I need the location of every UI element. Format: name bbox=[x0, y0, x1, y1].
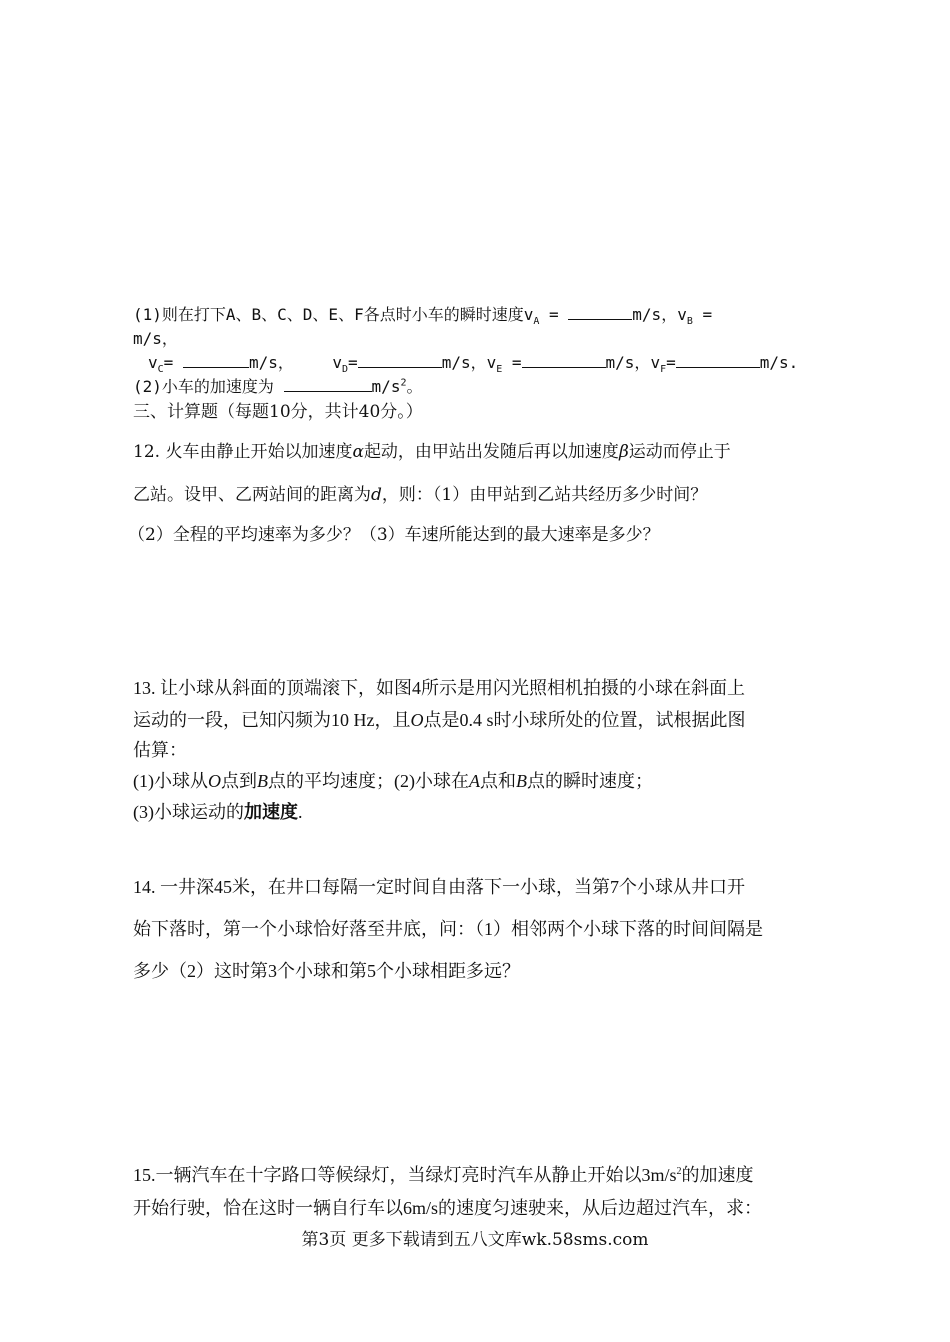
point-O-2: O bbox=[208, 771, 221, 791]
alpha-symbol: α bbox=[352, 442, 364, 462]
q15-line2: 开始行驶，恰在这时一辆自行车以6m/s的速度匀速驶来，从后边超过汽车，求： bbox=[133, 1198, 763, 1218]
q12-text-d: 乙站。设甲、乙两站间的距离为 bbox=[133, 485, 371, 505]
q13-text-a: 运动的一段，已知闪频为10 Hz，且 bbox=[133, 710, 411, 730]
q12-line2 bbox=[133, 484, 707, 506]
q12-text-e: ，则：（1）由甲站到乙站共经历多少时间？ bbox=[381, 485, 708, 505]
vB-unit: m/s， bbox=[133, 329, 178, 348]
q13-text-e: 点的平均速度；(2)小球在 bbox=[268, 771, 469, 791]
vE-blank[interactable] bbox=[522, 351, 606, 368]
vC-unit: m/s， bbox=[248, 353, 294, 372]
vD-sub: D bbox=[342, 364, 349, 376]
acceleration-bold: 加速度 bbox=[244, 802, 298, 822]
q13-text-d: 点到 bbox=[221, 771, 257, 791]
q13-line5 bbox=[133, 801, 303, 823]
q12-line3: （2）全程的平均速率为多少？（3）车速所能达到的最大速率是多少？ bbox=[128, 525, 660, 545]
q13-line2 bbox=[133, 709, 746, 731]
vF-sub: F bbox=[660, 364, 667, 376]
q12-line1 bbox=[133, 441, 731, 463]
vE-unit: m/s， bbox=[605, 353, 651, 372]
q11-part1-line1 bbox=[133, 303, 712, 326]
accel-unit-sup: 2 bbox=[400, 377, 407, 389]
vC-label: v bbox=[148, 353, 158, 372]
vF-unit: m/s. bbox=[759, 353, 799, 372]
q13-text-f: 点和 bbox=[480, 771, 516, 791]
vB-eq: = bbox=[692, 305, 713, 324]
vF-blank[interactable] bbox=[676, 351, 760, 368]
vD-label: v bbox=[332, 353, 343, 372]
q15-sup: 2 bbox=[676, 1166, 682, 1177]
vF-eq: = bbox=[666, 353, 676, 372]
vC-eq: = bbox=[163, 353, 183, 372]
accel-unit: m/s bbox=[371, 377, 401, 396]
q13-text-i: . bbox=[298, 802, 303, 822]
vA-blank[interactable] bbox=[568, 303, 632, 320]
q13-line1: 13. 让小球从斜面的顶端滚下，如图4所示是用闪光照相机拍摄的小球在斜面上 bbox=[133, 678, 745, 698]
q13-text-b: 点是0.4 s时小球所处的位置，试根据此图 bbox=[423, 710, 746, 730]
section3-title: 三、计算题（每题10分，共计40分。） bbox=[133, 402, 423, 422]
vD-eq: = bbox=[348, 353, 358, 372]
vD-unit: m/s， bbox=[441, 353, 487, 372]
d-symbol: d bbox=[371, 485, 382, 505]
q11-part1-line3 bbox=[148, 351, 798, 374]
q14-line1: 14. 一井深45米，在井口每隔一定时间自由落下一小球，当第7个小球从井口开 bbox=[133, 877, 745, 897]
point-B-2: B bbox=[516, 771, 527, 791]
vD-blank[interactable] bbox=[358, 351, 442, 368]
accel-blank[interactable] bbox=[284, 375, 372, 392]
vC-blank[interactable] bbox=[183, 351, 249, 368]
q11-intro: (1)则在打下A、B、C、D、E、F各点时小车的瞬时速度v bbox=[133, 305, 534, 324]
q15-text-a: 15.一辆汽车在十字路口等候绿灯，当绿灯亮时汽车从静止开始以3m/s bbox=[133, 1165, 677, 1185]
vC-sub: C bbox=[157, 364, 164, 376]
vE-sub: E bbox=[496, 364, 503, 376]
accel-end: 。 bbox=[406, 377, 423, 396]
q11-part2 bbox=[133, 375, 423, 398]
q12-text-c: 运动而停止于 bbox=[628, 442, 731, 462]
beta-symbol: β bbox=[618, 442, 629, 462]
q13-text-g: 点的瞬时速度； bbox=[527, 771, 653, 791]
vB-label: ，v bbox=[661, 305, 687, 324]
q11-part2-intro: (2)小车的加速度为 bbox=[133, 377, 284, 396]
vA-eq: = bbox=[539, 305, 569, 324]
q15-line1 bbox=[133, 1164, 754, 1186]
q14-line2: 始下落时，第一个小球恰好落至井底，问：（1）相邻两个小球下落的时间间隔是 bbox=[133, 919, 763, 939]
vA-unit: m/s bbox=[632, 305, 662, 324]
q14-line3: 多少（2）这时第3个小球和第5个小球相距多远？ bbox=[133, 961, 520, 981]
point-A: A bbox=[469, 771, 480, 791]
q12-text-a: 12. 火车由静止开始以加速度 bbox=[133, 442, 353, 462]
q11-part1-line2 bbox=[133, 328, 178, 350]
q13-line4 bbox=[133, 770, 653, 792]
vA-sub: A bbox=[533, 316, 540, 328]
vE-label: v bbox=[486, 353, 497, 372]
q13-text-c: (1)小球从 bbox=[133, 771, 208, 791]
point-B: B bbox=[257, 771, 268, 791]
q15-text-b: 的加速度 bbox=[681, 1165, 754, 1185]
point-O: O bbox=[410, 710, 424, 730]
vF-label: v bbox=[650, 353, 661, 372]
q12-text-b: 起动，由甲站出发随后再以加速度 bbox=[363, 442, 619, 462]
q13-text-h: (3)小球运动的 bbox=[133, 802, 244, 822]
q13-line3: 估算： bbox=[133, 740, 187, 760]
page-footer: 第3页 更多下载请到五八文库wk.58sms.com bbox=[301, 1230, 649, 1250]
vE-eq: = bbox=[502, 353, 522, 372]
vB-sub: B bbox=[686, 316, 693, 328]
